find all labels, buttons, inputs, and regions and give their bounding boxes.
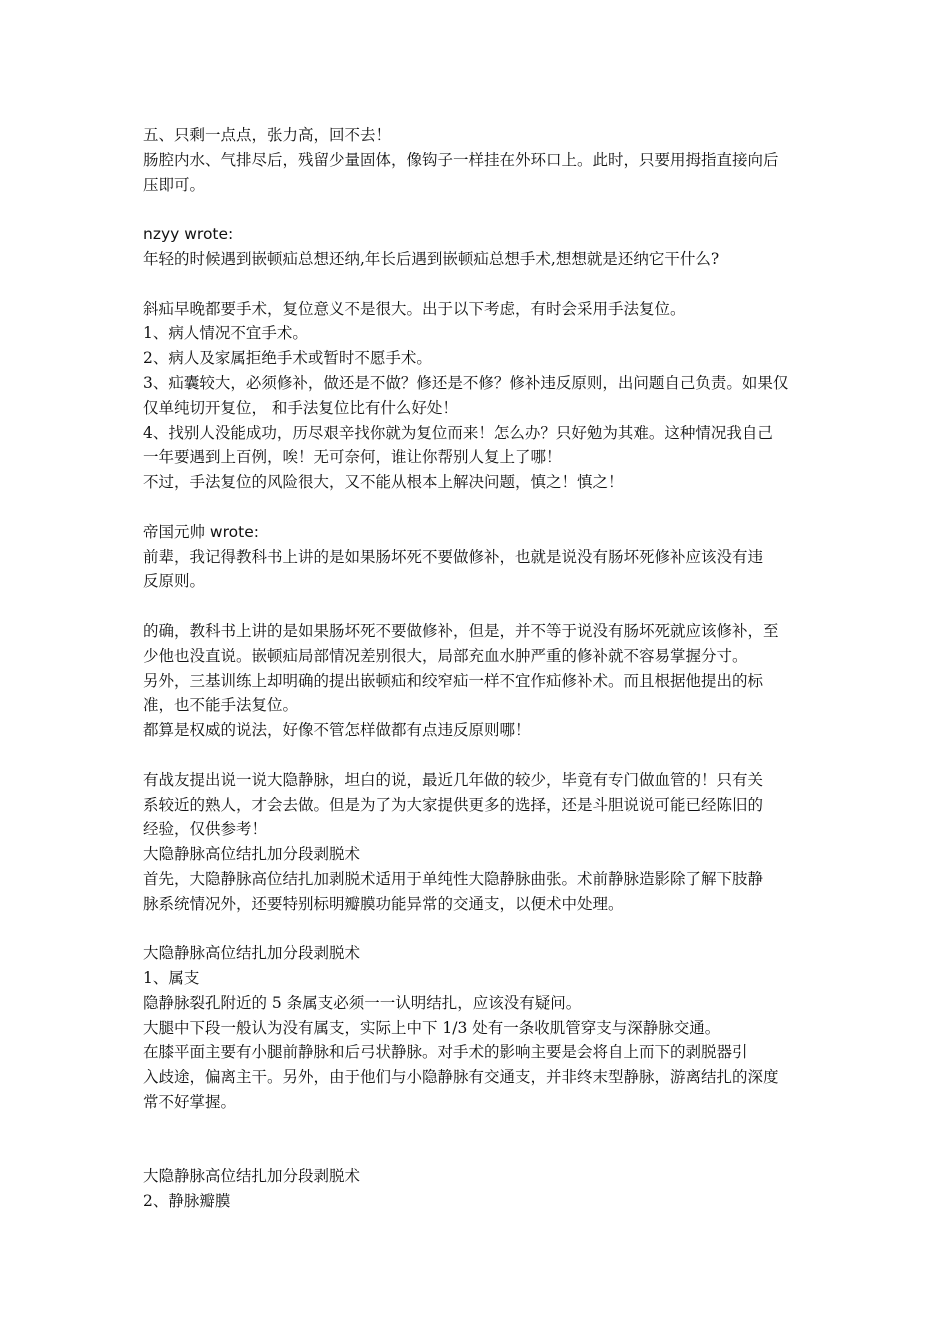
text-line: 脉系统情况外，还要特别标明瓣膜功能异常的交通支，以便术中处理。	[143, 894, 624, 913]
text-line: 少他也没直说。嵌顿疝局部情况差别很大，局部充血水肿严重的修补就不容易掌握分寸。	[143, 646, 748, 665]
text-line: 系较近的熟人，才会去做。但是为了为大家提供更多的选择，还是斗胆说说可能已经陈旧的	[143, 795, 764, 814]
text-line: 都算是权威的说法，好像不管怎样做都有点违反原则哪！	[143, 721, 531, 740]
blank-line	[143, 1115, 811, 1140]
text-line: 仅单纯切开复位， 和手法复位比有什么好处！	[143, 398, 458, 417]
blank-line	[143, 272, 811, 297]
section-heading: 大隐静脉高位结扎加分段剥脱术	[143, 1167, 361, 1186]
blank-line	[143, 495, 811, 520]
text-line: 隐静脉裂孔附近的 5 条属支必须一一认明结扎，应该没有疑问。	[143, 993, 582, 1012]
list-item: 1、属支	[143, 969, 200, 988]
blank-line	[143, 197, 811, 222]
text-line: 常不好掌握。	[143, 1093, 237, 1112]
list-item: 2、病人及家属拒绝手术或暂时不愿手术。	[143, 349, 432, 368]
text-line: 大腿中下段一般认为没有属支，实际上中下 1/3 处有一条收肌管穿支与深静脉交通。	[143, 1018, 721, 1037]
quote-author: nzyy wrote:	[143, 225, 234, 244]
text-line: 五、只剩一点点，张力高，回不去！	[143, 126, 392, 144]
text-line: 另外，三基训练上却明确的提出嵌顿疝和绞窄疝一样不宜作疝修补术。而且根据他提出的标	[143, 671, 764, 690]
text-line: 在膝平面主要有小腿前静脉和后弓状静脉。对手术的影响主要是会将自上而下的剥脱器引	[143, 1043, 748, 1062]
text-line: 压即可。	[143, 175, 206, 194]
blank-line	[143, 594, 811, 619]
blank-line	[143, 743, 811, 768]
document-page	[143, 123, 811, 1214]
section-heading: 大隐静脉高位结扎加分段剥脱术	[143, 944, 361, 963]
text-line: 的确，教科书上讲的是如果肠坏死不要做修补，但是，并不等于说没有肠坏死就应该修补，至	[143, 621, 779, 640]
list-item: 3、疝囊较大，必须修补，做还是不做？修还是不修？修补违反原则，出问题自己负责。如果仅	[143, 373, 789, 392]
section-heading: 大隐静脉高位结扎加分段剥脱术	[143, 845, 361, 864]
text-line: 准，也不能手法复位。	[143, 696, 299, 715]
text-line: 经验，仅供参考！	[143, 820, 268, 839]
text-line: 前辈，我记得教科书上讲的是如果肠坏死不要做修补，也就是说没有肠坏死修补应该没有违	[143, 547, 764, 566]
list-item: 4、找别人没能成功，历尽艰辛找你就为复位而来！怎么办？只好勉为其难。这种情况我自己	[143, 423, 773, 442]
blank-line	[143, 917, 811, 942]
list-item: 1、病人情况不宜手术。	[143, 324, 308, 343]
text-line: 不过，手法复位的风险很大，又不能从根本上解决问题，慎之！慎之！	[143, 473, 624, 492]
list-item: 2、静脉瓣膜	[143, 1192, 231, 1211]
text-line: 斜疝早晚都要手术，复位意义不是很大。出于以下考虑，有时会采用手法复位。	[143, 299, 686, 318]
quote-author: 帝国元帅 wrote:	[143, 522, 259, 541]
text-line: 入歧途，偏离主干。另外，由于他们与小隐静脉有交通支，并非终末型静脉，游离结扎的深度	[143, 1068, 779, 1087]
text-line: 有战友提出说一说大隐静脉，坦白的说，最近几年做的较少，毕竟有专门做血管的！只有关	[143, 770, 764, 789]
blank-line	[143, 1140, 811, 1165]
text-line: 首先，大隐静脉高位结扎加剥脱术适用于单纯性大隐静脉曲张。术前静脉造影除了解下肢静	[143, 869, 764, 888]
text-line: 肠腔内水、气排尽后，残留少量固体，像钩子一样挂在外环口上。此时，只要用拇指直接向后	[143, 150, 779, 169]
text-line: 反原则。	[143, 572, 206, 591]
text-line: 年轻的时候遇到嵌顿疝总想还纳,年长后遇到嵌顿疝总想手术,想想就是还纳它干什么?	[143, 249, 720, 268]
text-line: 一年要遇到上百例，唉！无可奈何，谁让你帮别人复上了哪！	[143, 448, 562, 467]
